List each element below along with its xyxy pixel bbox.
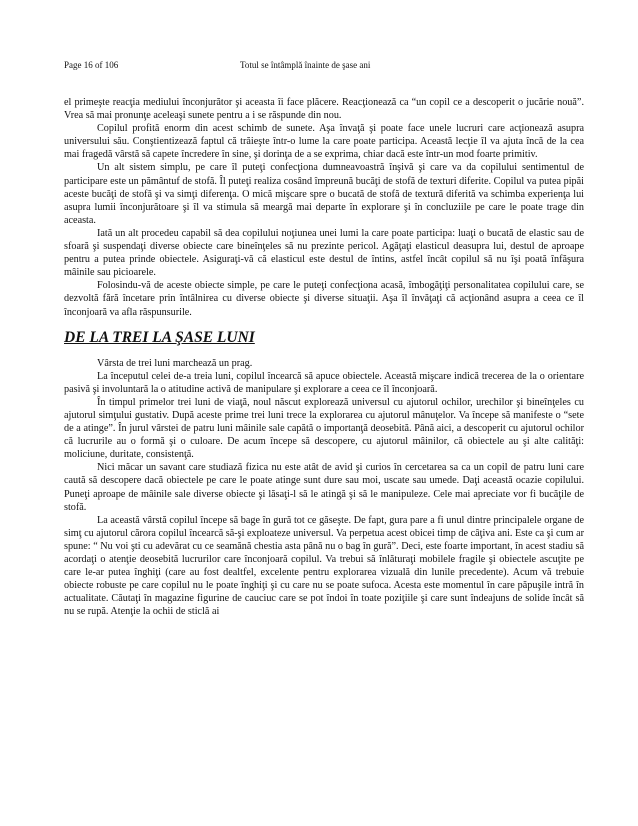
paragraph: La începutul celei de-a treia luni, copilul încearcă să apuce obiectele. Această mişcare indică trecerea de la o orientare pasivă şi involuntară la o atitudine activă de manipulare şi explorare a ceea ce îl înconjoară. [64, 370, 584, 395]
paragraph: Folosindu-vă de aceste obiecte simple, pe care le puteţi confecţiona acasă, îmbogăţiţi personalitatea copilului care, se dezvoltă fără încetare prin întâlnirea cu diverse obiecte şi diverse situaţii. Aşa îl învăţaţi că acţionând asupra a ceea ce îl înconjoară va afla răspunsurile. [64, 280, 584, 318]
document-title: Totul se întâmplă înainte de şase ani [240, 60, 371, 70]
paragraph: În timpul primelor trei luni de viaţă, noul născut explorează universul cu ajutorul ochilor, urechilor şi bineînţeles cu ajutorul simţului gustativ. După aceste prime trei luni trece la explorarea cu ajutorul mânuţelor. Va începe să manifeste o “sete de a atinge”. În jurul vârstei de patru luni mâinile sale capătă o importanţă deosebită. Până aici, a descoperit cu ajutorul ochilor că lucrurile au o formă şi o culoare. De acum începe să descopere, cu ajutorul mâinilor, că obiectele au şi alte calităţi: moliciune, duritate, consistenţă. [64, 396, 584, 461]
page-body [64, 96, 584, 618]
paragraph: Vârsta de trei luni marchează un prag. [97, 357, 253, 369]
paragraph: Nici măcar un savant care studiază fizica nu este atât de avid şi curios în cercetarea sa ca un copil de patru luni care caută să descopere dacă obiectele pe care le poate atinge sunt dure sau moi, uscate sau umede. Daţi această ocazie copilului. Puneţi aproape de mâinile sale diverse obiecte şi lăsaţi-l să le atingă şi să le manipuleze. Cele mai apreciate vor fi bucăţile de stofă. [64, 462, 584, 513]
section-heading: DE LA TREI LA ŞASE LUNI [64, 328, 255, 346]
paragraph: Un alt sistem simplu, pe care îl puteţi confecţiona dumneavoastră înşivă şi care va da copilului sentimentul de participare este un pământuf de stofă. Îl puteţi realiza cosând împreună bucăţi de stofă de texturi diferite. Copilul va putea pipăi aceste bucăţi de stofă şi va simţi diferenţa. O mică mişcare spre o bucată de stofă de textură diferită va schimba experienţa lui asupra lumii înconjurătoare şi îl va stimula să meargă mai departe în explorare şi în concluziile pe care le poate trage din aceasta. [64, 162, 584, 226]
paragraph: el primeşte reacţia mediului înconjurător şi aceasta îi face plăcere. Reacţionează ca “un copil ce a descoperit o jucărie nouă”. Vrea să mai pronunţe aceleaşi sunete pentru a i se răspunde din nou. [64, 97, 584, 122]
page-header [64, 58, 584, 72]
page-number: Page 16 of 106 [64, 60, 119, 70]
paragraph: La această vârstă copilul începe să bage în gură tot ce găseşte. De fapt, gura pare a fi unul dintre principalele organe de simţ cu ajutorul cărora copilul încearcă să-şi exploateze universul. Va perpetua acest obicei timp de câţiva ani. Este ca şi cum ar spune: “ Nu voi şti cu adevărat cu ce seamănă chestia asta până nu o bag în gură”. Deci, este foarte important, în acest stadiu să acordaţi o atenţie deosebită lucrurilor care înconjoară copilul. Va trebui să înlăturaţi mobilele fragile şi obiectele ascuţite pe care le-ar putea înghiţi (care au fost dealtfel, excelente pentru explorarea vizuală din lunile precedente). Acum vă trebuie obiecte robuste pe care copilul nu le poate înghiţi şi cu care nu se poate sufoca. Acesta este momentul în care păpuşile intră în actualitate. Căutaţi în magazine figurine de cauciuc care se pot îndoi în toate poziţiile şi care sunt îndeajuns de solide încât să nu se rupă. Atenţie la ochii de sticlă ai [64, 514, 585, 618]
paragraph: Copilul profită enorm din acest schimb de sunete. Aşa învaţă şi poate face unele lucruri care acţionează asupra universului său. Conştientizează faptul că trăieşte într-o lume la care poate participa. Această lecţie îl va ajuta încă de la cea mai fragedă vârstă să capete încredere în sine, şi dorinţa de a se exprima, chiar dacă este într-un mod foarte primitiv. [64, 123, 584, 161]
paragraph: Iată un alt procedeu capabil să dea copilului noţiunea unei lumi la care poate participa: luaţi o bucată de elastic sau de sfoară şi suspendaţi diverse obiecte care bineînţeles să nu prezinte pericol. Agăţaţi elasticul deasupra lui, destul de aproape pentru a putea prinde obiectele. Asiguraţi-vă că elasticul este destul de întins, astfel încât copilul să nu îşi poată înfăşura mâinile sau picioarele. [64, 227, 584, 279]
